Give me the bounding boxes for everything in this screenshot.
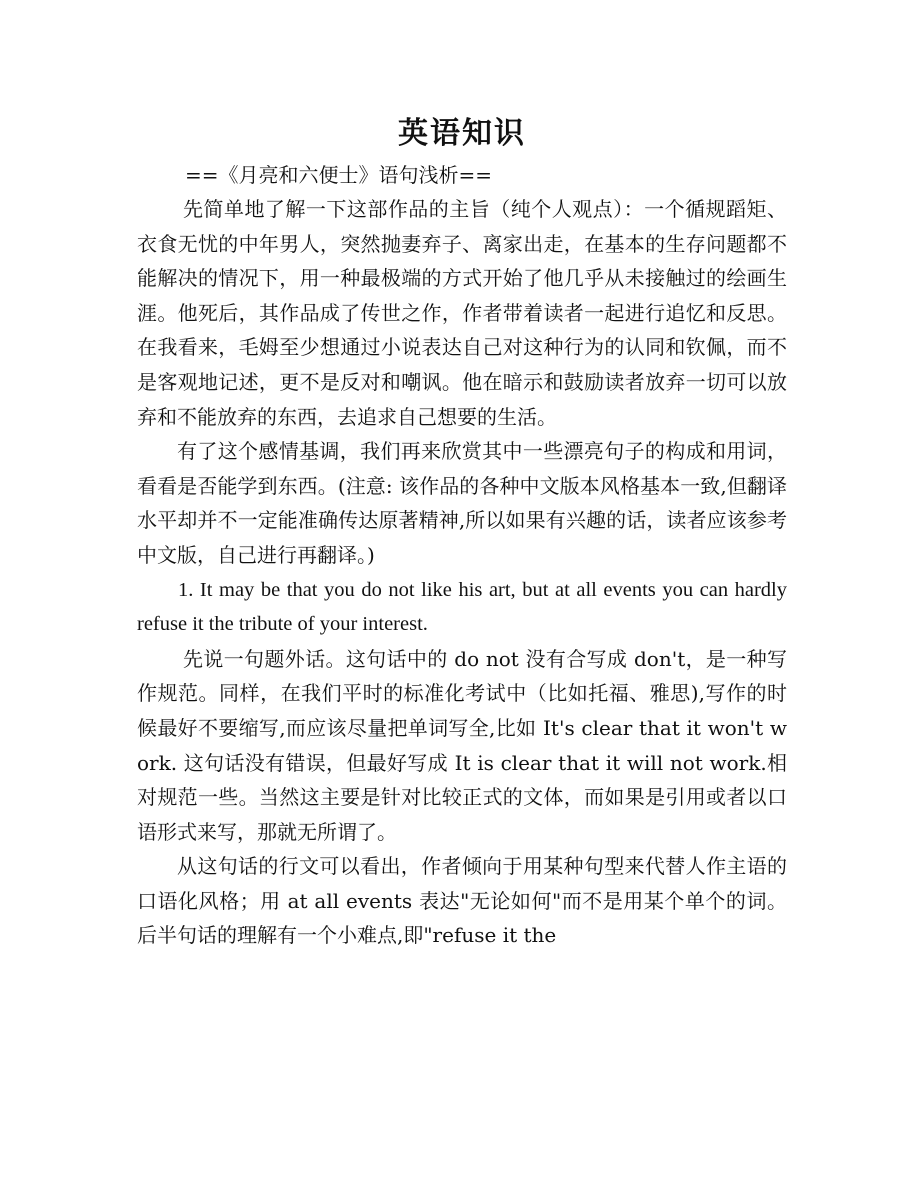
article-subtitle: ==《月亮和六便士》语句浅析==: [185, 163, 493, 187]
document-body: [137, 112, 787, 953]
paragraph-example-sentence: 1. It may be that you do not like his art, but at all events you can hardly refuse it the tribute of your interest.: [137, 578, 787, 636]
paragraph-analysis: 从这句话的行文可以看出，作者倾向于用某种句型来代替人作主语的口语化风格；用 at all events 表达"无论如何"而不是用某个单个的词。后半句话的理解有一个小难点,即"refuse it the: [137, 854, 787, 948]
paragraph-theme: 先简单地了解一下这部作品的主旨（纯个人观点）：一个循规蹈矩、衣食无忧的中年男人，突然抛妻弃子、离家出走，在基本的生存问题都不能解决的情况下，用一种最极端的方式开始了他几乎从未接触过的绘画生涯。他死后，其作品成了传世之作，作者带着读者一起进行追忆和反思。在我看来，毛姆至少想通过小说表达自己对这种行为的认同和钦佩，而不是客观地记述，更不是反对和嘲讽。他在暗示和鼓励读者放弃一切可以放弃和不能放弃的东西，去追求自己想要的生活。: [137, 197, 787, 429]
paragraph-writing-norms: 先说一句题外话。这句话中的 do not 没有合写成 don't，是一种写作规范。同样，在我们平时的标准化考试中（比如托福、雅思),写作的时候最好不要缩写,而应该尽量把单词写全,比如 It's clear that it won't work. 这句话没有错误，但最好写成 It is clear that it will not work.相对规范一些。当然这主要是针对比较正式的文体，而如果是引用或者以口语形式来写，那就无所谓了。: [137, 646, 787, 844]
paragraph-intro: 有了这个感情基调，我们再来欣赏其中一些漂亮句子的构成和用词，看看是否能学到东西。(注意: 该作品的各种中文版本风格基本一致,但翻译水平却并不一定能准确传达原著精神,所以如果有兴趣的话，读者应该参考中文版，自己进行再翻译。): [137, 439, 787, 567]
page-title: 英语知识: [398, 116, 526, 151]
